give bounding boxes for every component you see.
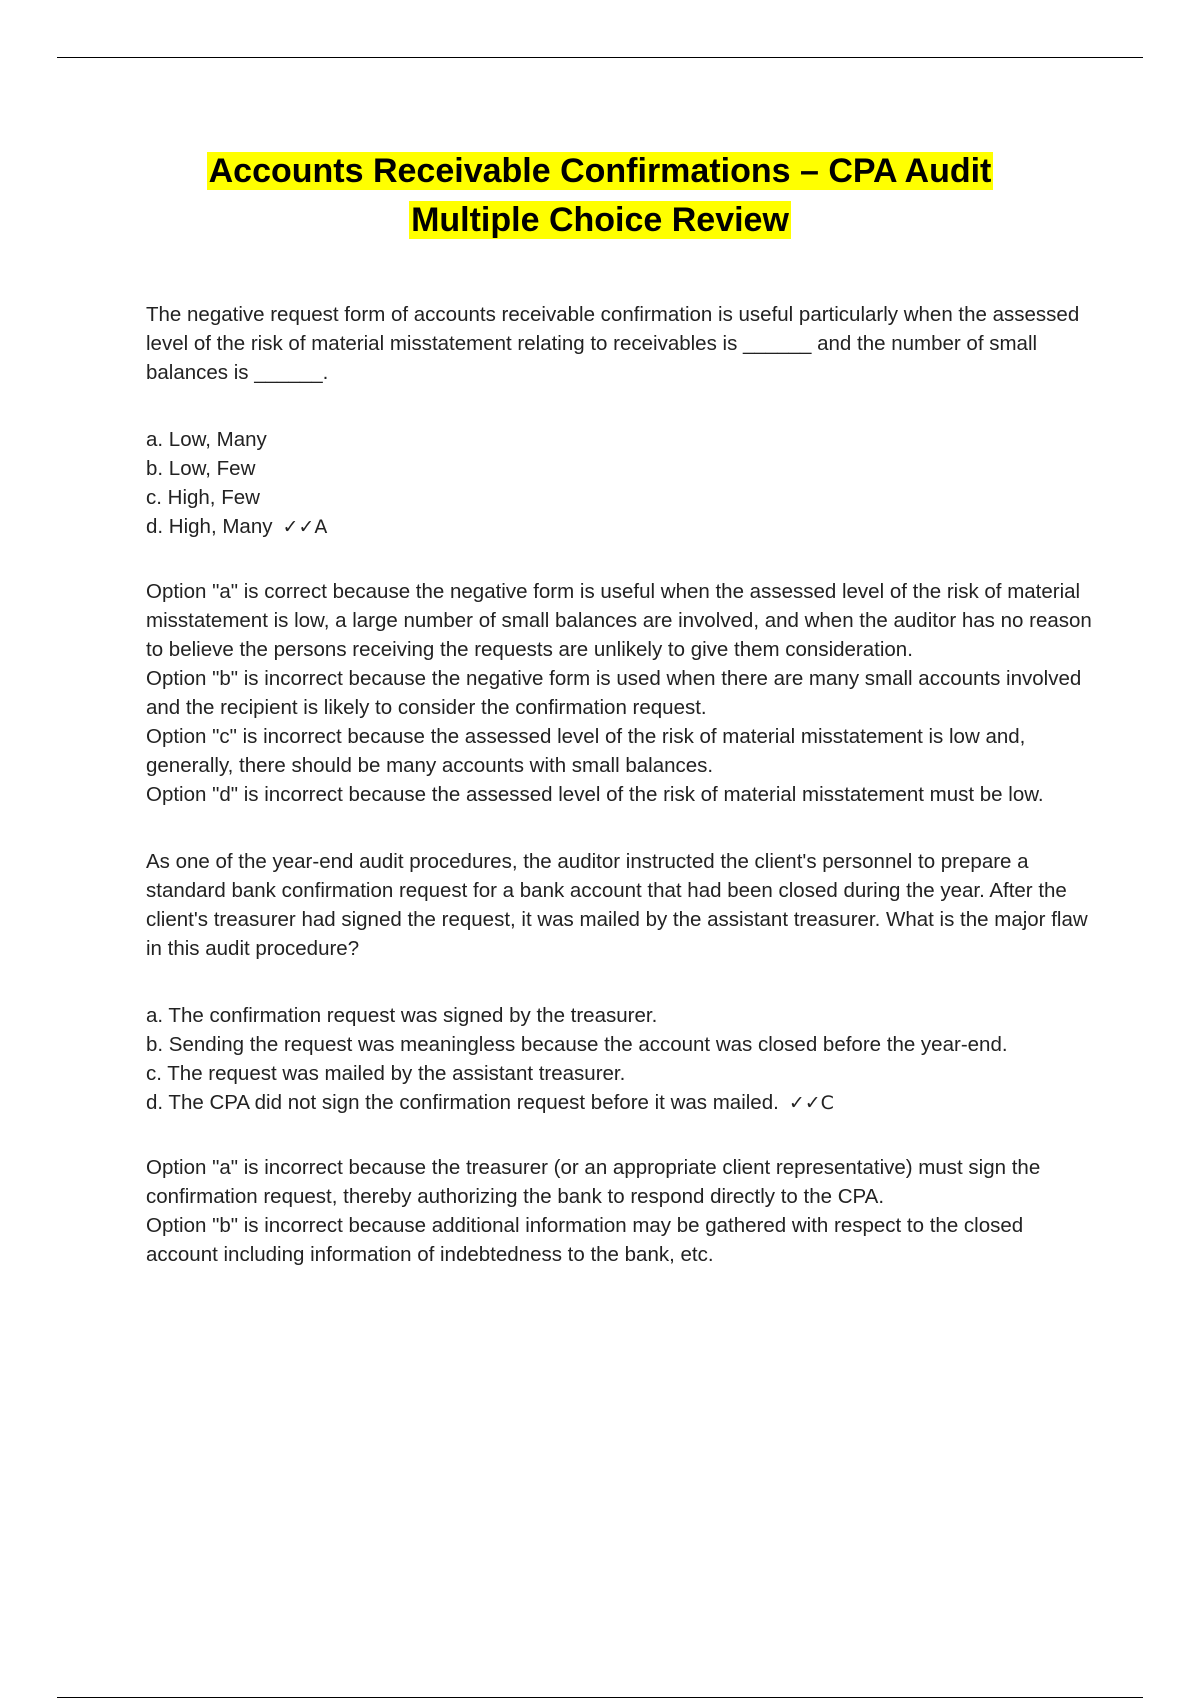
question-1-option-c: c. High, Few [146, 486, 260, 509]
question-1-option-d [146, 512, 1096, 542]
title-line-1: Accounts Receivable Confirmations – CPA Audit [208, 152, 992, 190]
question-2-option-a: a. The confirmation request was signed by the treasurer. [146, 1004, 658, 1027]
question-1-option-b: b. Low, Few [146, 457, 256, 480]
title-line-2: Multiple Choice Review [411, 201, 789, 239]
question-1-explanation-c: Option "c" is incorrect because the assessed level of the risk of material misstatement is low and, generally, there should be many accounts with small balances. [146, 725, 1026, 777]
question-2-option-d [146, 1088, 1096, 1118]
question-2-explanation-a: Option "a" is incorrect because the treasurer (or an appropriate client representative) must sign the confirmation request, thereby authorizing the bank to respond directly to the CPA. [146, 1156, 1041, 1208]
bottom-rule [57, 1697, 1143, 1698]
question-1-explanation-a: Option "a" is correct because the negative form is useful when the assessed level of the risk of material misstatement is low, a large number of small balances are involved, and when the auditor has no reason to believe the persons receiving the requests are unlikely to give them consideration. [146, 580, 1092, 661]
question-1-option-a: a. Low, Many [146, 428, 267, 451]
question-2-option-d-text: d. The CPA did not sign the confirmation request before it was mailed. [146, 1091, 779, 1114]
document-body [146, 300, 1096, 1269]
question-2-option-c: c. The request was mailed by the assistant treasurer. [146, 1062, 626, 1085]
question-1-explanation-b: Option "b" is incorrect because the negative form is used when there are many small accounts involved and the recipient is likely to consider the confirmation request. [146, 667, 1082, 719]
question-1-explanation-d: Option "d" is incorrect because the assessed level of the risk of material misstatement must be low. [146, 783, 1044, 806]
question-1-option-d-text: d. High, Many [146, 515, 273, 538]
question-1-answer-mark: ✓✓A [282, 516, 328, 538]
question-2-prompt: As one of the year-end audit procedures, the auditor instructed the client's personnel to prepare a standard bank confirmation request for a bank account that had been closed during the year. After the client's treasurer had signed the request, it was mailed by the assistant treasurer. What is the major flaw in this audit procedure? [146, 850, 1088, 960]
question-2-explanation-b: Option "b" is incorrect because additional information may be gathered with respect to the closed account including information of indebtedness to the bank, etc. [146, 1214, 1024, 1266]
top-rule [57, 57, 1143, 58]
page-title [0, 147, 1200, 245]
question-1-prompt: The negative request form of accounts receivable confirmation is useful particularly when the assessed level of the risk of material misstatement relating to receivables is ______ and the number of small balances is ______. [146, 303, 1080, 384]
question-2-option-b: b. Sending the request was meaningless because the account was closed before the year-end. [146, 1033, 1008, 1056]
question-2-answer-mark: ✓✓C [788, 1092, 834, 1114]
